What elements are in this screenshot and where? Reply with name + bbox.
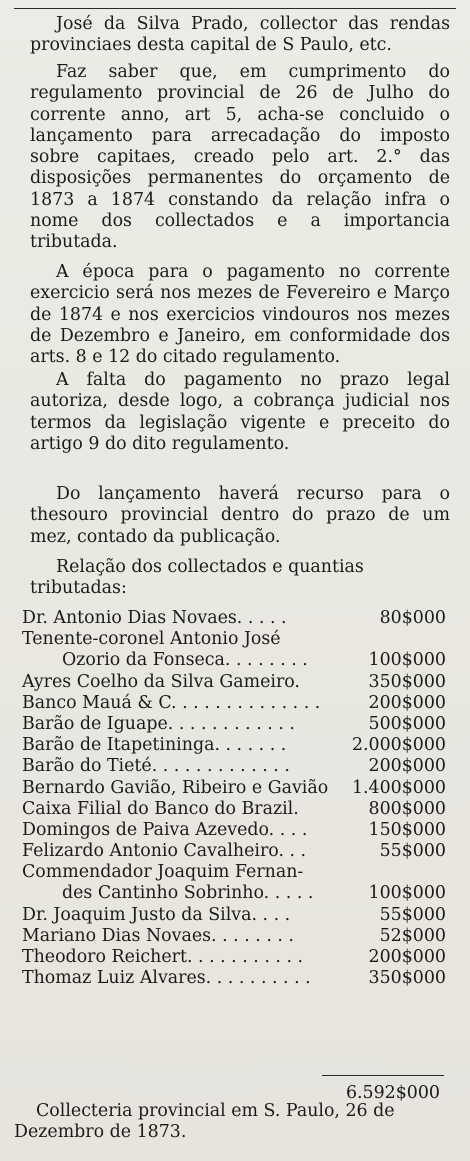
list-item — [22, 947, 452, 968]
collectado-name: des Cantinho Sobrinho. . . . . — [62, 883, 314, 904]
collectado-value: 2.000$000 — [351, 735, 446, 756]
collectado-value: 55$000 — [379, 904, 446, 925]
collectado-name: Commendador Joaquim Fernan- — [22, 862, 304, 883]
relation-heading: Relação dos collectados e quantias tributadas: — [30, 557, 364, 599]
sum-rule — [322, 1075, 444, 1076]
notice-paragraph-2: A época para o pagamento no corrente exercicio será nos mezes de Fevereiro e Março de 1874 e nos exercicios vindouros nos mezes de Dezembro e Janeiro, em conformidade dos arts. 8 e 12 do citado regulamento. — [30, 262, 450, 368]
collectado-name: Barão de Itapetininga. . . . . . . — [22, 735, 287, 756]
collectado-value: 52$000 — [379, 925, 446, 946]
collectado-name: Banco Mauá & C. . . . . . . . . . . . . . — [22, 692, 321, 713]
list-item — [22, 735, 452, 756]
collectado-value: 80$000 — [379, 608, 446, 628]
list-item — [22, 883, 452, 904]
list-item — [22, 968, 452, 989]
collectado-name: Domingos de Paiva Azevedo. . . . — [22, 819, 308, 840]
collectado-value: 150$000 — [368, 819, 446, 840]
notice-paragraph-1: Faz saber que, em cumprimento do regulamento provincial de 26 de Julho do corrente anno, art 5, acha-se concluido o lançamento para arrecadação do imposto sobre capitaes, creado pelo art. 2.° das disposições permanentes do orçamento de 1873 a 1874 constando da relação infra o nome dos collectados e a importancia tributada. — [30, 62, 450, 253]
collectado-value: 200$000 — [368, 947, 446, 967]
collectado-name: Caixa Filial do Banco do Brazil. — [22, 798, 299, 819]
collectado-name: Barão de Iguape. . . . . . . . . . . . — [22, 713, 295, 734]
total-value: 6.592$000 — [345, 1083, 440, 1103]
collectado-name: Dr. Antonio Dias Novaes. . . . . — [22, 608, 287, 628]
collectado-value: 100$000 — [368, 883, 446, 904]
list-item — [22, 756, 452, 777]
list-item — [22, 714, 452, 735]
list-item — [22, 905, 452, 926]
collectado-value: 200$000 — [368, 692, 446, 713]
collectado-value: 350$000 — [368, 968, 446, 989]
collectado-name: Theodoro Reichert. . . . . . . . . . . — [22, 947, 304, 967]
collectado-name: Ozorio da Fonseca. . . . . . . . — [62, 650, 308, 671]
list-item — [22, 778, 452, 799]
collectado-name: Tenente-coronel Antonio José — [22, 629, 281, 650]
collectado-name: Ayres Coelho da Silva Gameiro. — [22, 671, 300, 692]
collectado-name: Dr. Joaquim Justo da Silva. . . . — [22, 904, 291, 925]
collectado-name: Mariano Dias Novaes. . . . . . . . — [22, 925, 294, 946]
collectado-name: Bernardo Gavião, Ribeiro e Gavião — [22, 777, 329, 798]
list-item — [22, 841, 452, 862]
collectados-list — [22, 608, 452, 989]
list-item — [22, 799, 452, 820]
list-item — [22, 650, 452, 671]
collectado-name: Felizardo Antonio Cavalheiro. . . — [22, 841, 307, 862]
collectado-name: Barão do Tieté. . . . . . . . . . . . . — [22, 756, 290, 777]
list-item — [22, 693, 452, 714]
list-item — [22, 862, 452, 883]
notice-paragraph-3: A falta do pagamento no prazo legal autoriza, desde logo, a cobrança judicial nos termos da legislação vigente e preceito do artigo 9 do dito regulamento. — [30, 370, 450, 454]
top-rule — [14, 8, 456, 9]
closing-line: Collecteria provincial em S. Paulo, 26 de Dezembro de 1873. — [14, 1101, 395, 1143]
list-item — [22, 629, 452, 650]
collectado-value: 1.400$000 — [351, 777, 446, 798]
notice-header: José da Silva Prado, collector das rendas provinciaes desta capital de S Paulo, etc. — [30, 14, 450, 56]
list-item — [22, 820, 452, 841]
collectado-value: 55$000 — [379, 841, 446, 862]
notice-paragraph-4: Do lançamento haverá recurso para o thesouro provincial dentro do prazo de um mez, contado da publicação. — [30, 484, 450, 547]
collectado-value: 200$000 — [368, 756, 446, 777]
collectado-value: 100$000 — [368, 650, 446, 671]
collectado-value: 500$000 — [368, 713, 446, 734]
collectado-value: 350$000 — [368, 671, 446, 692]
list-item — [22, 926, 452, 947]
collectado-name: Thomaz Luiz Alvares. . . . . . . . . . — [22, 968, 311, 989]
collectado-value: 800$000 — [368, 798, 446, 819]
list-item — [22, 608, 452, 629]
list-item — [22, 672, 452, 693]
